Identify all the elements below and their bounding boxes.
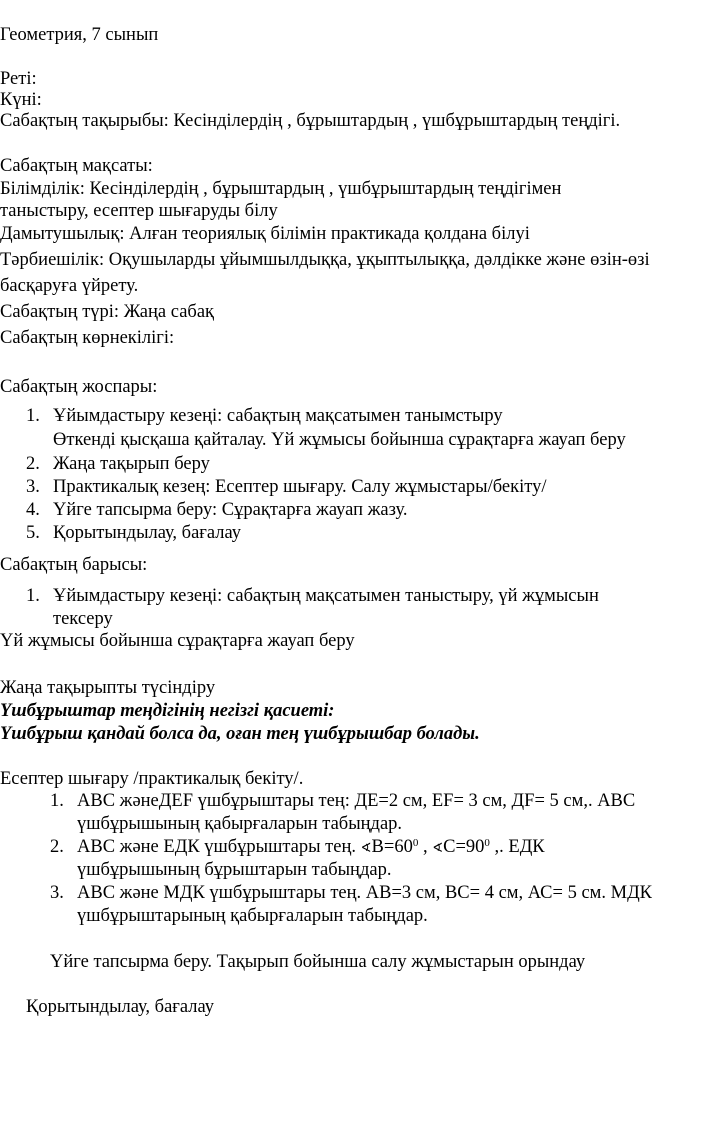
- plan-item-number: 4.: [26, 500, 40, 520]
- new-topic-heading: Жаңа тақырыпты түсіндіру: [0, 678, 216, 698]
- lesson-type: Сабақтың түрі: Жаңа сабақ: [0, 302, 215, 322]
- exercise-number: 1.: [50, 791, 64, 811]
- progress-item-text: тексеру: [53, 609, 113, 629]
- exercise-text-end: ,. ЕДК: [489, 837, 545, 857]
- goal-educational-line1: Білімділік: Кесінділердің , бұрыштардың , үшбұрыштардың теңдігімен: [0, 179, 562, 199]
- angle-b-value: В=60: [371, 837, 413, 857]
- exercise-text: үшбұрыштарының қабырғаларын табыңдар.: [77, 906, 428, 926]
- plan-item-text: Жаңа тақырып беру: [53, 454, 210, 474]
- plan-item-text: Үйге тапсырма беру: Сұрақтарға жауап жазу.: [53, 500, 408, 520]
- plan-item-text: Ұйымдастыру кезеңі: сабақтың мақсатымен танымстыру: [53, 406, 503, 426]
- exercise-text: АВС және МДК үшбұрыштары тең. АВ=3 см, ВС= 4 см, АС= 5 см. МДК: [77, 883, 653, 903]
- exercise-number: 3.: [50, 883, 64, 903]
- lesson-topic: Сабақтың тақырыбы: Кесінділердің , бұрыштардың , үшбұрыштардың теңдігі.: [0, 111, 621, 131]
- progress-heading: Сабақтың барысы:: [0, 555, 148, 575]
- degree-superscript: 0: [484, 837, 490, 849]
- property-heading: Үшбұрыштар теңдігінің негізгі қасиеті:: [0, 701, 335, 721]
- plan-item-number: 3.: [26, 477, 40, 497]
- plan-item-number: 5.: [26, 523, 40, 543]
- conclusion: Қорытындылау, бағалау: [26, 997, 215, 1017]
- exercise-text: үшбұрышының қабырғаларын табыңдар.: [77, 814, 403, 834]
- angle-c-value: С=90: [443, 837, 485, 857]
- exercise-text: АВС жәнеДЕF үшбұрыштары тең: ДЕ=2 см, ЕF= 3 см, ДF= 5 см,. АВС: [77, 791, 636, 811]
- exercise-text-start: АВС және ЕДК үшбұрыштары тең.: [77, 837, 361, 857]
- plan-item-text: Қорытындылау, бағалау: [53, 523, 242, 543]
- progress-item-text: Ұйымдастыру кезеңі: сабақтың мақсатымен таныстыру, үй жұмысын: [53, 586, 599, 606]
- separator: ,: [418, 837, 433, 857]
- exercise-text: [77, 836, 545, 860]
- goals-heading: Сабақтың мақсаты:: [0, 156, 153, 176]
- subject-title: Геометрия, 7 сынып: [0, 25, 159, 45]
- goal-educational-line2: таныстыру, есептер шығаруды білу: [0, 201, 278, 221]
- plan-heading: Сабақтың жоспары:: [0, 377, 158, 397]
- visual-aids: Сабақтың көрнекілігі:: [0, 328, 175, 348]
- order-label: Реті:: [0, 69, 37, 89]
- progress-item-number: 1.: [26, 586, 40, 606]
- homework-answers: Үй жұмысы бойынша сұрақтарға жауап беру: [0, 631, 355, 651]
- goal-developmental: Дамытушылық: Алған теориялық білімін практикада қолдана білуі: [0, 224, 530, 244]
- goal-upbringing-line1: Тәрбиешілік: Оқушыларды ұйымшылдыққа, ұқыптылыққа, дәлдікке және өзін-өзі: [0, 250, 650, 270]
- date-label: Күні:: [0, 90, 42, 110]
- exercises-heading: Есептер шығару /практикалық бекіту/.: [0, 769, 304, 789]
- plan-item-text: Практикалық кезең: Есептер шығару. Салу жұмыстары/бекіту/: [53, 477, 547, 497]
- angle-icon: ∢: [360, 841, 372, 856]
- goal-upbringing-line2: басқаруға үйрету.: [0, 276, 139, 296]
- plan-item-text: Өткенді қысқаша қайталау. Үй жұмысы бойынша сұрақтарға жауап беру: [53, 430, 626, 450]
- degree-superscript: 0: [412, 837, 419, 849]
- homework-task: Үйге тапсырма беру. Тақырып бойынша салу жұмыстарын орындау: [50, 952, 586, 972]
- plan-item-number: 1.: [26, 406, 40, 426]
- property-text: Үшбұрыш қандай болса да, оған тең үшбұрышбар болады.: [0, 724, 480, 744]
- exercise-number: 2.: [50, 837, 64, 857]
- plan-item-number: 2.: [26, 454, 40, 474]
- exercise-text: үшбұрышының бұрыштарын табыңдар.: [77, 860, 392, 880]
- angle-icon: ∢: [432, 841, 444, 856]
